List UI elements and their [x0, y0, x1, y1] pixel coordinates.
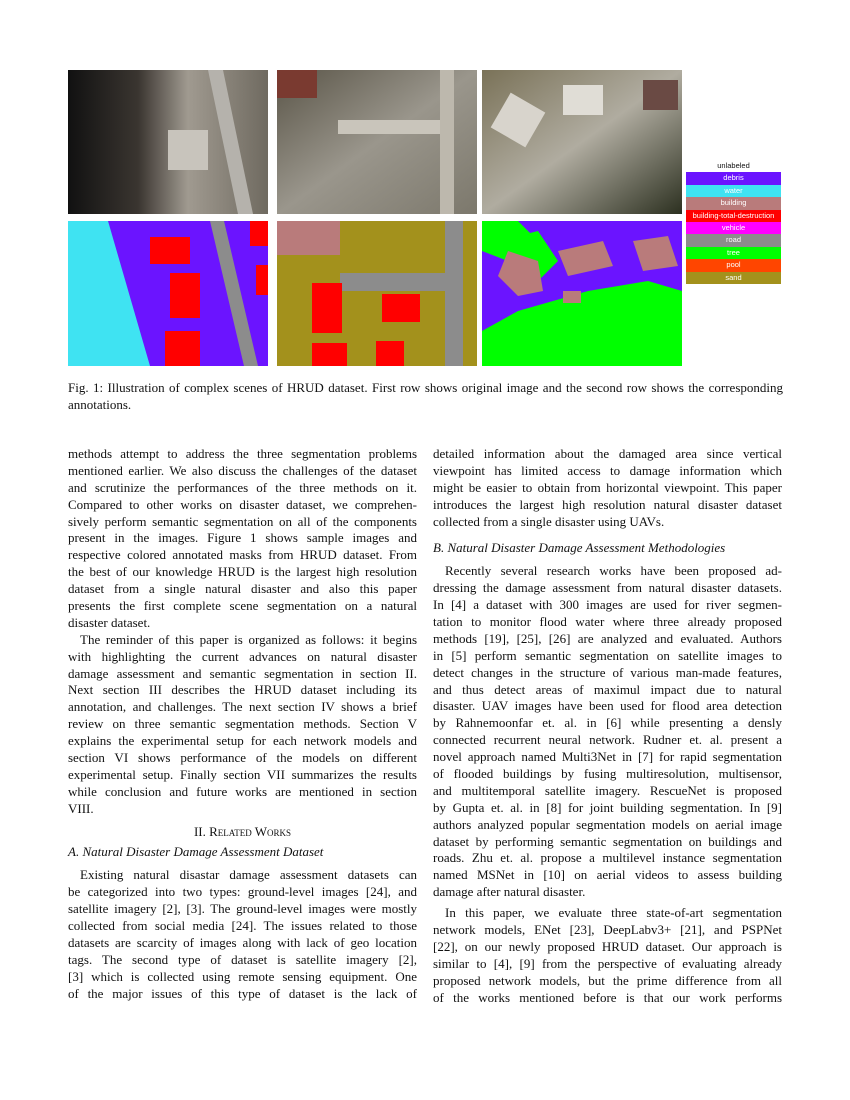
text-line: experimental setup. Finally section VII summarizes the results — [68, 766, 417, 782]
legend-item-pool: pool — [686, 259, 781, 271]
text-line: authors analyzed popular segmentation models on aerial image — [433, 816, 782, 832]
text-line: collected from social media [24]. The issues related to those — [68, 918, 417, 934]
text-line: in [5] perform semantic segmentation on satellite images to — [433, 647, 782, 663]
paragraph — [68, 867, 417, 1002]
text-line: might be easier to obtain from horizontal viewpoint. This paper — [433, 479, 782, 495]
text-line: viewpoint has limited access to damage information which — [433, 462, 782, 478]
text-line: explains the experimental setup for each network models and — [68, 733, 417, 749]
photo-2 — [277, 70, 477, 214]
subsection-title: A. Natural Disaster Damage Assessment Dataset — [68, 844, 324, 860]
legend-item-road: road — [686, 234, 781, 246]
figure-legend — [686, 160, 781, 284]
text-line: roads. Zhu et. al. propose a multilevel instance segmentation — [433, 850, 782, 866]
legend-item-water: water — [686, 185, 781, 197]
paragraph — [433, 563, 782, 901]
text-line: present in the images. Figure 1 shows sample images and — [68, 530, 417, 546]
text-line: detailed information about the damaged area since vertical — [433, 446, 782, 461]
text-line: of the works mentioned before is that our work performs — [433, 989, 782, 1005]
text-line: connected recurrent neural network. Rudner et. al. present a — [433, 732, 782, 748]
mask-1 — [68, 221, 268, 366]
left-column — [68, 446, 417, 1003]
text-line: network models, ENet [23], DeepLabv3+ [21], and PSPNet — [433, 922, 782, 938]
text-line: damage assessment and semantic segmentation in section II. — [68, 665, 417, 681]
paragraph — [68, 446, 417, 632]
legend-item-unlabeled: unlabeled — [686, 160, 781, 172]
text-line: satellite imagery [2], [3]. The ground-level images were mostly — [68, 901, 417, 917]
text-line: by Gupta et. al. in [8] for joint building segmentation. In [9] — [433, 799, 782, 815]
paragraph — [433, 446, 782, 530]
text-line: methods [19], [25], [26] are analyzed and evaluated. Authors — [433, 630, 782, 646]
text-line: datasets are scarcity of images along with lack of geo location — [68, 934, 417, 950]
text-line: disaster. UAV images have been used for flood area detection — [433, 698, 782, 714]
legend-item-vehicle: vehicle — [686, 222, 781, 234]
text-line: and thus detect areas of maximul impact due to natural — [433, 681, 782, 697]
text-line: section VI shows performance of the models on different — [68, 750, 417, 766]
text-line: tags. The second type of dataset is satellite imagery [2], — [68, 951, 417, 967]
photo-3 — [482, 70, 682, 214]
text-line: In [4] a dataset with 300 images are used for river segmen- — [433, 597, 782, 613]
paragraph — [433, 905, 782, 1006]
text-line: tation to monitor flood water where three already proposed — [433, 614, 782, 630]
text-line: respective colored annotated masks from HRUD dataset. From — [68, 547, 417, 563]
legend-item-sand: sand — [686, 272, 781, 284]
text-line: named MSNet in [10] on aerial videos to assess building — [433, 867, 782, 883]
legend-item-tree: tree — [686, 247, 781, 259]
text-line: introduces the largest high resolution natural disaster dataset — [433, 496, 782, 512]
text-line: disaster dataset. — [68, 614, 151, 630]
text-line: and scrutinize the performances of the three methods on it. — [68, 479, 417, 495]
figure-photos — [68, 70, 682, 214]
text-line: sively perform semantic segmentation on all of the components — [68, 513, 417, 529]
legend-item-debris: debris — [686, 172, 781, 184]
text-line: detect changes in the structure of various man-made features, — [433, 664, 782, 680]
text-line: In this paper, we evaluate three state-of-art segmentation — [445, 905, 782, 921]
text-line: dataset from a single natural disaster and also this paper — [68, 581, 417, 597]
paragraph — [68, 632, 417, 818]
text-line: the best of our knowledge HRUD is the largest high resolution — [68, 564, 417, 580]
text-line: [3] which is collected using remote sensing equipment. One — [68, 968, 417, 984]
text-line: by Rahnemoonfar et. al. in [6] while presenting a densly — [433, 715, 782, 731]
text-line: damage after natural disaster. — [433, 884, 586, 900]
figure-annotations — [68, 221, 682, 366]
text-line: Existing natural disastar damage assessment datasets can — [80, 867, 417, 883]
text-line: with highlighting the current advances on natural disaster — [68, 648, 417, 664]
legend-item-building: building — [686, 197, 781, 209]
text-line: review on three semantic segmentation methods. Section V — [68, 716, 417, 732]
text-line: Recently several research works have been proposed ad- — [445, 563, 782, 579]
text-line: of the major issues of this type of dataset is the lack of — [68, 985, 417, 1001]
photo-1 — [68, 70, 268, 214]
text-line: collected from a single disaster using UAVs. — [433, 513, 665, 529]
legend-item-building-total-destruction: building-total-destruction — [686, 210, 781, 222]
text-line: presents the first complete scene segmentation on a natural — [68, 598, 417, 614]
text-line: Compared to other works on disaster dataset, we comprehen- — [68, 496, 417, 512]
text-line: Next section III describes the HRUD dataset including its — [68, 682, 417, 698]
text-line: VIII. — [68, 800, 94, 816]
text-line: dressing the damage assessment from natural disaster datasets. — [433, 580, 782, 596]
text-line: proposed network models, but the prime difference from all — [433, 972, 782, 988]
text-line: novel approach named Multi3Net in [7] for rapid segmentation — [433, 749, 782, 765]
text-line: mentioned earlier. We also discuss the challenges of the dataset — [68, 462, 417, 478]
text-line: be categorized into two types: ground-level images [24], and — [68, 884, 417, 900]
text-line: of flooded buildings by fusing multiresolution, multisensor, — [433, 766, 782, 782]
subsection-title: B. Natural Disaster Damage Assessment Methodologies — [433, 540, 726, 556]
mask-2 — [277, 221, 477, 366]
text-line: annotation, and challenges. The next section IV shows a brief — [68, 699, 417, 715]
text-line: [22], on our newly proposed HRUD dataset. Our approach is — [433, 938, 782, 954]
right-column — [433, 446, 782, 1007]
text-line: The reminder of this paper is organized as follows: it begins — [80, 631, 417, 647]
section-title: II. Related Works — [193, 823, 292, 839]
text-line: and multitemporal satellite imagery. RescueNet is proposed — [433, 782, 782, 798]
text-line: while conclusion and future works are mentioned in section — [68, 783, 417, 799]
text-line: dataset by performing semantic segmentation on buildings and — [433, 833, 782, 849]
figure-caption: Fig. 1: Illustration of complex scenes of HRUD dataset. First row shows original image and the second row shows the corresponding annotations. — [68, 380, 783, 412]
text-line: methods attempt to address the three segmentation problems — [68, 446, 417, 461]
text-line: similar to [4], [9] from the perspective of evaluating already — [433, 955, 782, 971]
mask-3 — [482, 221, 682, 366]
